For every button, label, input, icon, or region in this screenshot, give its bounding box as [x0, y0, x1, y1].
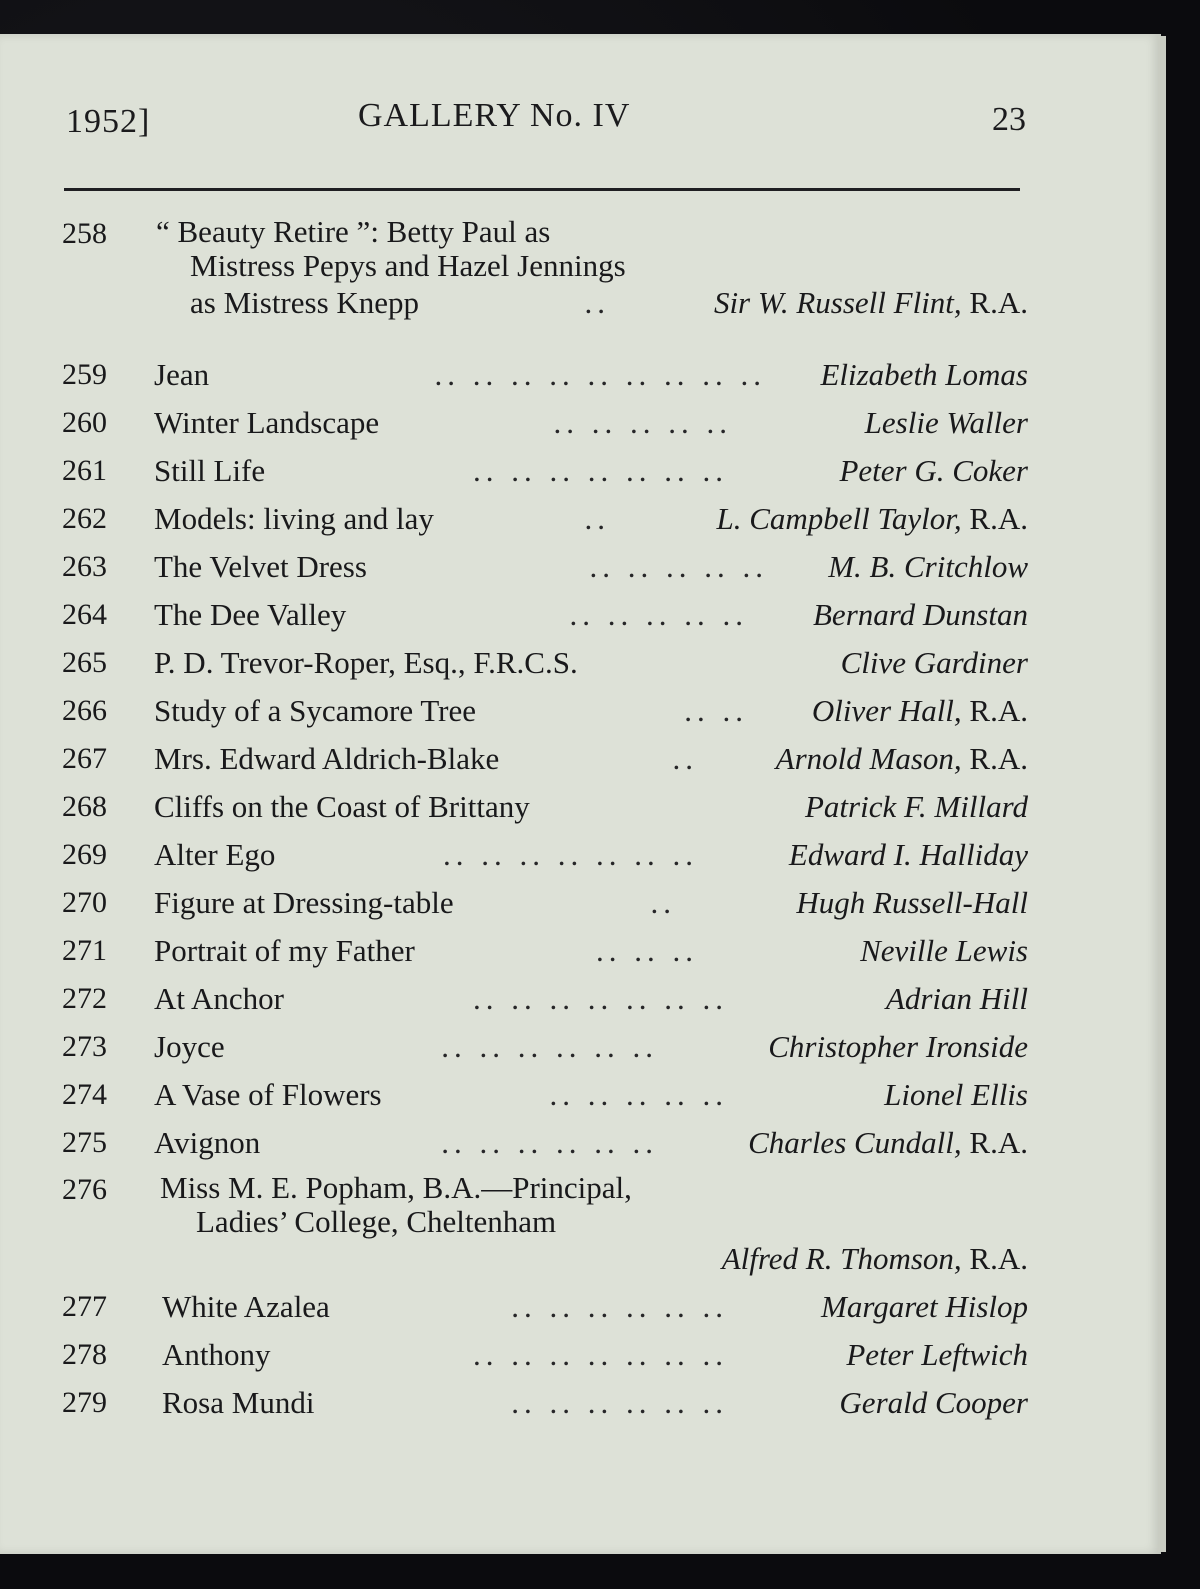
artist-suffix: R.A. [961, 501, 1028, 536]
entry-title: Mrs. Edward Aldrich-Blake [154, 741, 500, 776]
catalogue-entry [62, 931, 1028, 979]
entry-title: Anthony [162, 1337, 271, 1372]
entry-leader: .. [584, 285, 610, 320]
entry-leader: .. .. .. .. .. [569, 597, 748, 632]
entry-leader: .. .. .. .. .. .. .. [473, 453, 728, 488]
entry-number: 269 [62, 838, 107, 871]
entry-title: as Mistress Knepp [190, 285, 420, 320]
entry-artist [828, 547, 1028, 587]
entry-leader: .. .. .. [596, 933, 698, 968]
entry-title: Joyce [154, 1029, 225, 1064]
artist-name: Clive Gardiner [840, 645, 1028, 680]
catalogue-entry [62, 787, 1028, 835]
entry-leader: .. .. .. .. .. .. .. [443, 837, 698, 872]
entry-leader: .. .. .. .. .. .. .. [473, 981, 728, 1016]
catalogue-list [62, 215, 1028, 1431]
entry-number: 266 [62, 694, 107, 727]
entry-artist [839, 1383, 1028, 1423]
entry-artist [846, 1335, 1028, 1375]
entry-title: The Velvet Dress [154, 549, 367, 584]
entry-title: At Anchor [154, 981, 285, 1016]
entry-number: 274 [62, 1078, 107, 1111]
entry-leader: .. .. .. .. .. .. [511, 1289, 728, 1324]
entry-title: Figure at Dressing-table [154, 885, 454, 920]
artist-name: Charles Cundall, [748, 1125, 962, 1160]
entry-number: 259 [62, 358, 107, 391]
entry-leader: .. .. .. .. .. [589, 549, 768, 584]
entry-row [62, 283, 1028, 323]
entry-artist [886, 979, 1028, 1019]
entry-title: The Dee Valley [154, 597, 347, 632]
entry-artist [820, 355, 1028, 395]
catalogue-entry [62, 215, 1028, 343]
entry-leader: .. [672, 741, 698, 776]
catalogue-entry [62, 355, 1028, 403]
artist-name: Oliver Hall, [811, 693, 962, 728]
entry-leader: .. .. .. .. .. .. [441, 1029, 658, 1064]
entry-artist [796, 883, 1028, 923]
catalogue-entry [62, 499, 1028, 547]
artist-name: Leslie Waller [864, 405, 1028, 440]
catalogue-entry [62, 643, 1028, 691]
artist-name: L. Campbell Taylor, [716, 501, 962, 536]
entry-title: Study of a Sycamore Tree [154, 693, 477, 728]
page-number: 23 [992, 101, 1026, 138]
page-header [66, 97, 1026, 157]
artist-suffix: R.A. [961, 1125, 1028, 1160]
entry-artist [768, 1027, 1028, 1067]
entry-artist [789, 835, 1028, 875]
catalogue-entry [62, 595, 1028, 643]
header-year: 1952] [66, 103, 151, 140]
entry-title: Avignon [154, 1125, 261, 1160]
artist-name: Christopher Ironside [768, 1029, 1028, 1064]
entry-leader: .. .. [684, 693, 748, 728]
entry-number: 279 [62, 1386, 107, 1419]
catalogue-entry [62, 1171, 1028, 1287]
artist-suffix: R.A. [961, 741, 1028, 776]
page-edge [1158, 36, 1166, 1552]
entry-number: 258 [62, 217, 107, 250]
artist-suffix: R.A. [961, 285, 1028, 320]
entry-number: 278 [62, 1338, 107, 1371]
entry-artist [813, 595, 1028, 635]
entry-leader: .. .. .. .. .. .. .. [473, 1337, 728, 1372]
entry-title: Alter Ego [154, 837, 276, 872]
entry-artist [839, 451, 1028, 491]
entry-artist [821, 1287, 1028, 1327]
entry-leader: .. [650, 885, 676, 920]
catalogue-entry [62, 979, 1028, 1027]
artist-name: Gerald Cooper [839, 1385, 1028, 1420]
entry-row [62, 1239, 1028, 1285]
catalogue-entry [62, 835, 1028, 883]
entry-title-line: Mistress Pepys and Hazel Jennings [190, 248, 626, 283]
entry-title: White Azalea [162, 1289, 330, 1324]
entry-artist [841, 643, 1028, 683]
artist-name: Arnold Mason, [775, 741, 962, 776]
entry-number: 277 [62, 1290, 107, 1323]
artist-name: Elizabeth Lomas [820, 357, 1028, 392]
entry-number: 268 [62, 790, 107, 823]
catalogue-entry [62, 1123, 1028, 1171]
artist-name: Hugh Russell-Hall [796, 885, 1028, 920]
artist-name: Adrian Hill [885, 981, 1028, 1016]
artist-suffix: R.A. [961, 693, 1028, 728]
entry-number: 265 [62, 646, 107, 679]
entry-leader: .. .. .. .. .. .. .. .. .. [434, 357, 766, 392]
entry-title: Models: living and lay [154, 501, 434, 536]
artist-name: Patrick F. Millard [804, 789, 1028, 824]
entry-leader: .. .. .. .. .. [549, 1077, 728, 1112]
catalogue-entry [62, 691, 1028, 739]
catalogue-entry [62, 451, 1028, 499]
entry-artist [714, 283, 1028, 323]
spacer [62, 343, 1028, 355]
entry-title: Portrait of my Father [154, 933, 415, 968]
entry-title: Winter Landscape [154, 405, 380, 440]
artist-name: Margaret Hislop [821, 1289, 1028, 1324]
entry-title: Rosa Mundi [162, 1385, 315, 1420]
entry-title: A Vase of Flowers [154, 1077, 382, 1112]
catalogue-entry [62, 1075, 1028, 1123]
entry-title: P. D. Trevor-Roper, Esq., F.R.C.S. [154, 645, 578, 680]
catalogue-entry [62, 547, 1028, 595]
artist-suffix: R.A. [961, 1241, 1028, 1276]
entry-number: 273 [62, 1030, 107, 1063]
entry-artist [884, 1075, 1028, 1115]
entry-leader: .. [584, 501, 610, 536]
entry-artist [805, 787, 1028, 827]
entry-number: 264 [62, 598, 107, 631]
entry-title: Cliffs on the Coast of Brittany [154, 789, 530, 824]
entry-title-line: Ladies’ College, Cheltenham [196, 1204, 557, 1239]
artist-name: M. B. Critchlow [828, 549, 1028, 584]
catalogue-entry [62, 883, 1028, 931]
artist-name: Peter G. Coker [839, 453, 1028, 488]
entry-number: 261 [62, 454, 107, 487]
entry-number: 271 [62, 934, 107, 967]
entry-number: 260 [62, 406, 107, 439]
entry-number: 262 [62, 502, 107, 535]
artist-name: Peter Leftwich [846, 1337, 1028, 1372]
header-gallery-title: GALLERY No. IV [358, 97, 631, 134]
entry-number: 272 [62, 982, 107, 1015]
catalogue-entry [62, 739, 1028, 787]
entry-artist [722, 1239, 1028, 1279]
entry-title-line: Miss M. E. Popham, B.A.—Principal, [160, 1170, 632, 1205]
catalogue-entry [62, 1027, 1028, 1075]
entry-artist [776, 739, 1028, 779]
entry-artist [860, 931, 1028, 971]
entry-number: 275 [62, 1126, 107, 1159]
entry-title-line: “ Beauty Retire ”: Betty Paul as [156, 214, 551, 249]
entry-leader: .. .. .. .. .. [553, 405, 732, 440]
entry-artist [812, 691, 1028, 731]
catalogue-entry [62, 1383, 1028, 1431]
entry-number: 267 [62, 742, 107, 775]
entry-number: 276 [62, 1173, 107, 1206]
catalogue-entry [62, 1335, 1028, 1383]
entry-number: 270 [62, 886, 107, 919]
entry-title: Still Life [154, 453, 266, 488]
catalogue-entry [62, 403, 1028, 451]
entry-artist [865, 403, 1028, 443]
entry-number: 263 [62, 550, 107, 583]
entry-artist [748, 1123, 1028, 1163]
entry-title: Jean [154, 357, 210, 392]
artist-name: Lionel Ellis [884, 1077, 1028, 1112]
entry-leader: .. .. .. .. .. .. [511, 1385, 728, 1420]
catalogue-entry [62, 1287, 1028, 1335]
artist-name: Edward I. Halliday [788, 837, 1028, 872]
artist-name: Bernard Dunstan [813, 597, 1028, 632]
entry-leader: .. .. .. .. .. .. [441, 1125, 658, 1160]
artist-name: Alfred R. Thomson, [721, 1241, 962, 1276]
entry-artist [716, 499, 1028, 539]
artist-name: Sir W. Russell Flint, [713, 285, 962, 320]
header-rule [64, 188, 1020, 191]
artist-name: Neville Lewis [860, 933, 1028, 968]
